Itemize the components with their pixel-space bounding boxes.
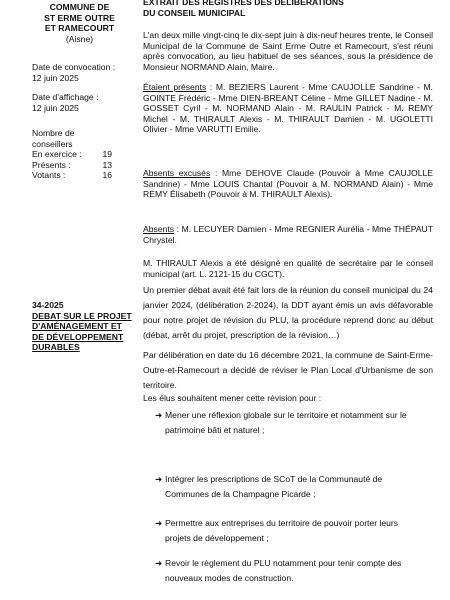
commune-line1: COMMUNE DE <box>49 2 110 12</box>
commune-block <box>32 2 127 44</box>
date-convocation <box>32 62 127 83</box>
count-label: En exercice : <box>32 149 82 159</box>
count-row <box>32 149 127 160</box>
counts-label2: conseillers <box>32 138 73 149</box>
body-paragraph-1: Un premier débat avait été fait lors de la réunion du conseil municipal du 24 janvier 2024, (délibération 2-2024), la DDT ayant émis un avis défavorable pour notre projet de révision du PLU, la procédure reprend donc au début (débat, arrêt du projet, prescription de la révision…) <box>143 285 433 340</box>
absents-paragraph <box>143 224 433 245</box>
excuses-text: : Mme DEHOVE Claude (Pouvoir à Mme CAUJOLLE Sandrine) - Mme LOUIS Chantal (Pouvoir à M. NORMAND Alain) - Mme REMY Élisabeth (Pouvoir à M. THIRAULT Alexis). <box>143 168 434 199</box>
deliberation-number: 34-2025 <box>32 300 64 310</box>
count-row <box>32 160 127 171</box>
absents-text: : M. LECUYER Damien - Mme REGNIER Aurélia - Mme THÉPAUT Chrystel. <box>143 224 433 245</box>
arrow-bullet-icon: ➜ <box>155 474 163 484</box>
excuses-paragraph <box>143 168 433 200</box>
intro-paragraph: L'an deux mille vingt-cinq le dix-sept juin à dix-neuf heures trente, le Conseil Municipal de la Commune de Saint Erme Outre et Ramecourt, s'est réuni après convocation, au lieu habituel de ses séances, sous la présidence de Monsieur NORMAND Alain, Maire. <box>143 30 433 72</box>
count-label: Votants : <box>32 170 66 180</box>
count-label: Présents : <box>32 159 71 170</box>
body-paragraph-2: Par délibération en date du 16 décembre 2021, la commune de Saint-Erme-Outre-et-Ramecourt a décidé de réviser le Plan Local d'Urbanisme de son territoire. <box>143 350 433 390</box>
excuses-label: Absents excusés <box>143 168 211 178</box>
arrow-bullet-icon: ➜ <box>155 518 163 528</box>
list-item: ➜ Intégrer les prescriptions de SCoT de la Communauté de Communes de la Champagne Picarde ; <box>155 474 383 499</box>
secretaire-paragraph: M. THIRAULT Alexis a été désigné en qualité de secrétaire par le conseil municipal (art. L. 2121-15 du CGCT). <box>143 258 433 279</box>
commune-line3: ET RAMECOURT <box>44 23 115 33</box>
count-value: 13 <box>102 159 112 170</box>
body-paragraph-3: Les élus souhaitent mener cette révision pour : <box>143 393 322 403</box>
list-item: ➜ Revoir le règlement du PLU notamment pour tenir compte des nouveaux modes de construction. <box>155 558 402 583</box>
count-row <box>32 170 127 181</box>
deliberation-heading <box>32 300 132 353</box>
absents-label: Absents <box>143 224 175 234</box>
counts-label1: Nombre de <box>32 128 75 138</box>
date-affichage-value: 12 juin 2025 <box>32 102 79 113</box>
date-affichage <box>32 92 127 113</box>
presents-label: Étaient présents <box>143 82 207 92</box>
commune-dept: (Aisne) <box>65 33 94 44</box>
presents-text: : M. BEZIERS Laurent - Mme CAUJOLLE Sandrine - M. GOINTE Frédéric - Mme DIEN-BREANT Céline - Mme GILLET Nadine - M. GOSSET Cyril - M. NORMAND Alain - M. RAULIN Patrick - M. REMY Michel - M. THIRAULT Alexis - M. THIRAULT Damien - M. UGOLETTI Olivier - Mme VARUTTI Emilie. <box>143 82 433 134</box>
commune-line2: ST ERME OUTRE <box>44 12 115 23</box>
document-header <box>143 0 433 18</box>
header-title1: EXTRAIT DES REGISTRES DES DELIBERATIONS <box>143 0 344 7</box>
deliberation-title: DEBAT SUR LE PROJET D'AMÉNAGEMENT ET DE DÉVELOPPEMENT DURABLES <box>32 310 132 352</box>
conseillers-counts <box>32 128 127 181</box>
list-item: ➜ Permettre aux entreprises du territoire de pouvoir porter leurs projets de développement ; <box>155 518 399 543</box>
count-value: 19 <box>102 149 112 159</box>
header-title2: DU CONSEIL MUNICIPAL <box>143 7 246 18</box>
date-affichage-label: Date d'affichage : <box>32 92 99 102</box>
date-convocation-value: 12 juin 2025 <box>32 72 79 83</box>
date-convocation-label: Date de convocation : <box>32 62 116 72</box>
arrow-bullet-icon: ➜ <box>155 410 163 420</box>
presents-paragraph <box>143 82 433 135</box>
list-item: ➜ Mener une réflexion globale sur le territoire et notamment sur le patrimoine bâti et naturel ; <box>155 410 407 435</box>
arrow-bullet-icon: ➜ <box>155 558 163 568</box>
count-value: 16 <box>102 170 112 180</box>
